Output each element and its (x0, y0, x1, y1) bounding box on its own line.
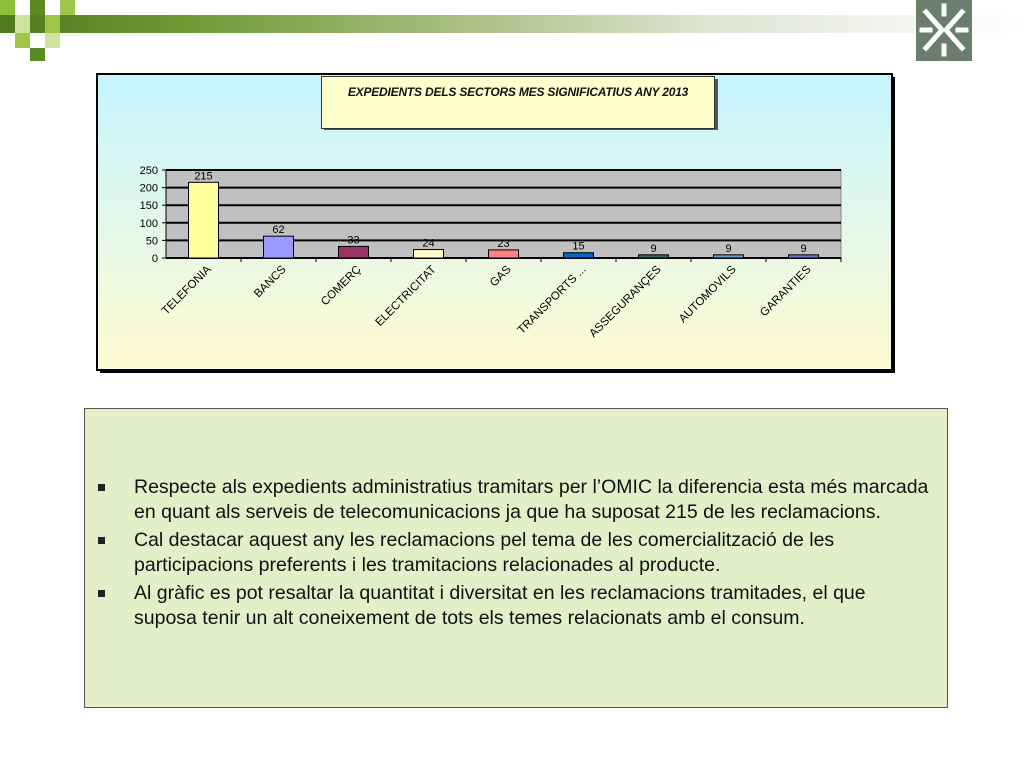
bullet-text: Al gràfic es pot resaltar la quantitat i diversitat en les reclamacions tramitades, el que suposa tenir un alt coneixement de tots els temes relacionats amb el consum. (134, 582, 866, 629)
x-tick-label: GAS (487, 263, 514, 290)
bar (489, 250, 519, 258)
deco-square (45, 33, 60, 48)
y-tick-label: 0 (151, 253, 158, 265)
bar (339, 246, 369, 258)
bullet-item (85, 475, 947, 524)
y-tick-label: 200 (139, 182, 158, 195)
bar (264, 236, 294, 258)
bar-value-label: 9 (725, 242, 732, 255)
bar-value-label: 215 (194, 170, 213, 183)
deco-square (60, 0, 75, 15)
bar (189, 182, 219, 258)
deco-square (45, 15, 60, 33)
y-tick-label: 150 (139, 200, 158, 213)
text-box (84, 408, 948, 708)
bullet-square-icon (98, 537, 105, 544)
y-tick-label: 250 (139, 165, 158, 177)
deco-square (30, 48, 45, 61)
bar-value-label: 9 (650, 242, 657, 255)
deco-square (15, 33, 30, 48)
x-tick-label: TELEFONIA (159, 263, 214, 318)
bullet-text: Cal destacar aquest any les reclamacions pel tema de les comercialització de les participacions preferents i les tramitacions relacionades al producte. (134, 529, 835, 576)
bar-value-label: 15 (572, 240, 585, 253)
bar-value-label: 24 (422, 237, 435, 250)
y-tick-label: 100 (139, 217, 158, 230)
bar-value-label: 62 (272, 224, 285, 237)
bar-value-label: 23 (497, 237, 510, 250)
bar-value-label: 33 (347, 234, 360, 247)
deco-square (0, 0, 15, 15)
bar (564, 253, 594, 258)
x-tick-label: ASSEGURANÇES (587, 263, 664, 340)
x-tick-label: BANCS (252, 263, 289, 301)
bullet-square-icon (98, 484, 105, 491)
bar-chart (96, 73, 891, 369)
bullet-text: Respecte als expedients administratius tramitars per l’OMIC la diferencia esta més marcada en quant als serveis de telecomunicacions ja que ha suposat 215 de les reclamacions. (134, 476, 929, 523)
x-tick-label: TRANSPORTS ... (515, 263, 589, 337)
bullet-item (85, 528, 947, 577)
x-tick-label: GARANTIES (758, 263, 814, 320)
bullet-list (85, 475, 947, 634)
bar (414, 250, 444, 258)
deco-square (15, 15, 30, 33)
bar-value-label: 9 (800, 242, 807, 255)
header-band (0, 15, 1024, 33)
x-tick-label: COMERÇ (318, 263, 364, 309)
x-tick-label: ELECTRICITAT (373, 263, 439, 329)
deco-square (30, 0, 45, 15)
organization-logo-icon (916, 0, 972, 61)
y-tick-label: 50 (145, 235, 158, 248)
bullet-square-icon (98, 590, 105, 597)
chart-title: EXPEDIENTS DELS SECTORS MES SIGNIFICATIUS ANY 2013 (321, 76, 715, 129)
x-tick-label: AUTOMOVILS (676, 263, 739, 326)
bullet-item (85, 581, 947, 630)
